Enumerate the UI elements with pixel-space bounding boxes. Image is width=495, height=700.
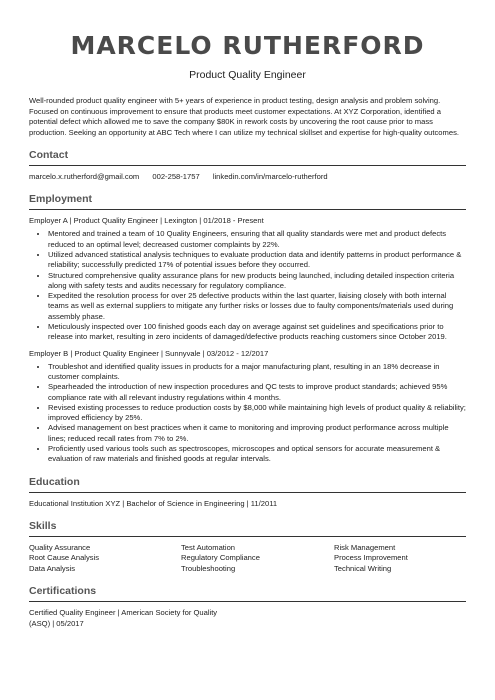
skill-item: Troubleshooting [181,563,236,573]
education-heading: Education [29,476,466,493]
employment-heading: Employment [29,193,466,210]
skill-item: Process Improvement [334,553,408,563]
job-header: Employer A | Product Quality Engineer | Lexington | 01/2018 - Present [29,216,264,226]
education-entry: Educational Institution XYZ | Bachelor of Science in Engineering | 11/2011 [29,498,278,508]
certifications-heading: Certifications [29,585,466,602]
contact-email[interactable]: marcelo.x.rutherford@gmail.com [29,172,140,182]
skill-item: Regulatory Compliance [181,553,260,563]
contact-row [29,172,466,182]
job-bullet: • Revised existing processes to reduce production costs by $8,000 while maintaining high levels of product quality & reliability; improved efficiency by 25%. [48,403,466,424]
skills-grid [29,543,466,575]
skill-item: Quality Assurance [29,542,91,552]
job-bullet: • Proficiently used various tools such as spectroscopes, microscopes and optical sensors for accurate measurement & evaluation of raw materials and finished goods at regular intervals. [48,444,466,465]
job-bullets [29,362,466,465]
contact-phone[interactable]: 002-258-1757 [152,172,200,182]
contact-linkedin[interactable]: linkedin.com/in/marcelo-rutherford [212,172,328,182]
skill-item: Test Automation [181,542,236,552]
certification-entry: Certified Quality Engineer | American Society for Quality (ASQ) | 05/2017 [29,608,218,628]
job-bullet: • Troubleshot and identified quality issues in products for a major manufacturing plant, resulting in an 18% decrease in customer complaints. [48,362,466,383]
contact-heading: Contact [29,149,466,166]
skill-item: Root Cause Analysis [29,553,100,563]
job-header: Employer B | Product Quality Engineer | Sunnyvale | 03/2012 - 12/2017 [29,348,269,358]
job-bullet: • Mentored and trained a team of 10 Quality Engineers, ensuring that all quality standards were met and product defects reduced to an optimal level; decreased customer complaints by 22%. [48,229,466,250]
skills-heading: Skills [29,520,466,537]
candidate-name: MARCELO RUTHERFORD [70,31,425,60]
skill-item: Risk Management [334,542,396,552]
job-bullets [29,229,466,342]
job-bullet: • Structured comprehensive quality assurance plans for new products being launched, including detailed inspection criteria along with safety tests and audits necessary for regulatory compliance. [48,271,466,292]
job-bullet: • Spearheaded the introduction of new inspection procedures and QC tests to improve product standards; achieved 95% compliance rate with all relevant industry regulations within 4 months. [48,382,466,403]
job-bullet: • Advised management on best practices when it came to monitoring and improving product performance across multiple lines; reduced recall rates from 7% to 2%. [48,423,466,444]
job-bullet: • Utilized advanced statistical analysis techniques to evaluate production data and identify patterns in product performance & reliability; successfully predicted 17% of potential issues before they occurred. [48,250,466,271]
skill-item: Data Analysis [29,563,76,573]
candidate-title: Product Quality Engineer [189,69,306,81]
job-bullet: • Expedited the resolution process for over 25 defective products within the last quarter, liaising closely with both internal teams as well as external suppliers to mitigate any further risks or losses due to faulty components/materials used during assembly phase. [48,291,466,322]
skill-item: Technical Writing [334,563,392,573]
summary-paragraph: Well-rounded product quality engineer with 5+ years of experience in product testing, design analysis and problem solving. Focused on continuous improvement to ensure that products meet customer expectations. At XYZ Corporation, identified a potential defect which allowed me to save the company $80K in rework costs by uncovering the root cause prior to mass production. Seeking an opportunity at ABC Tech where I can utilize my technical skillset and expertise for high-quality outcomes. [29,96,459,137]
job-bullet: • Meticulously inspected over 100 finished goods each day on average against set guidelines and specifications prior to release into market, resulting in zero incidents of damaged/defective products reaching customers since October 2019. [48,322,466,343]
